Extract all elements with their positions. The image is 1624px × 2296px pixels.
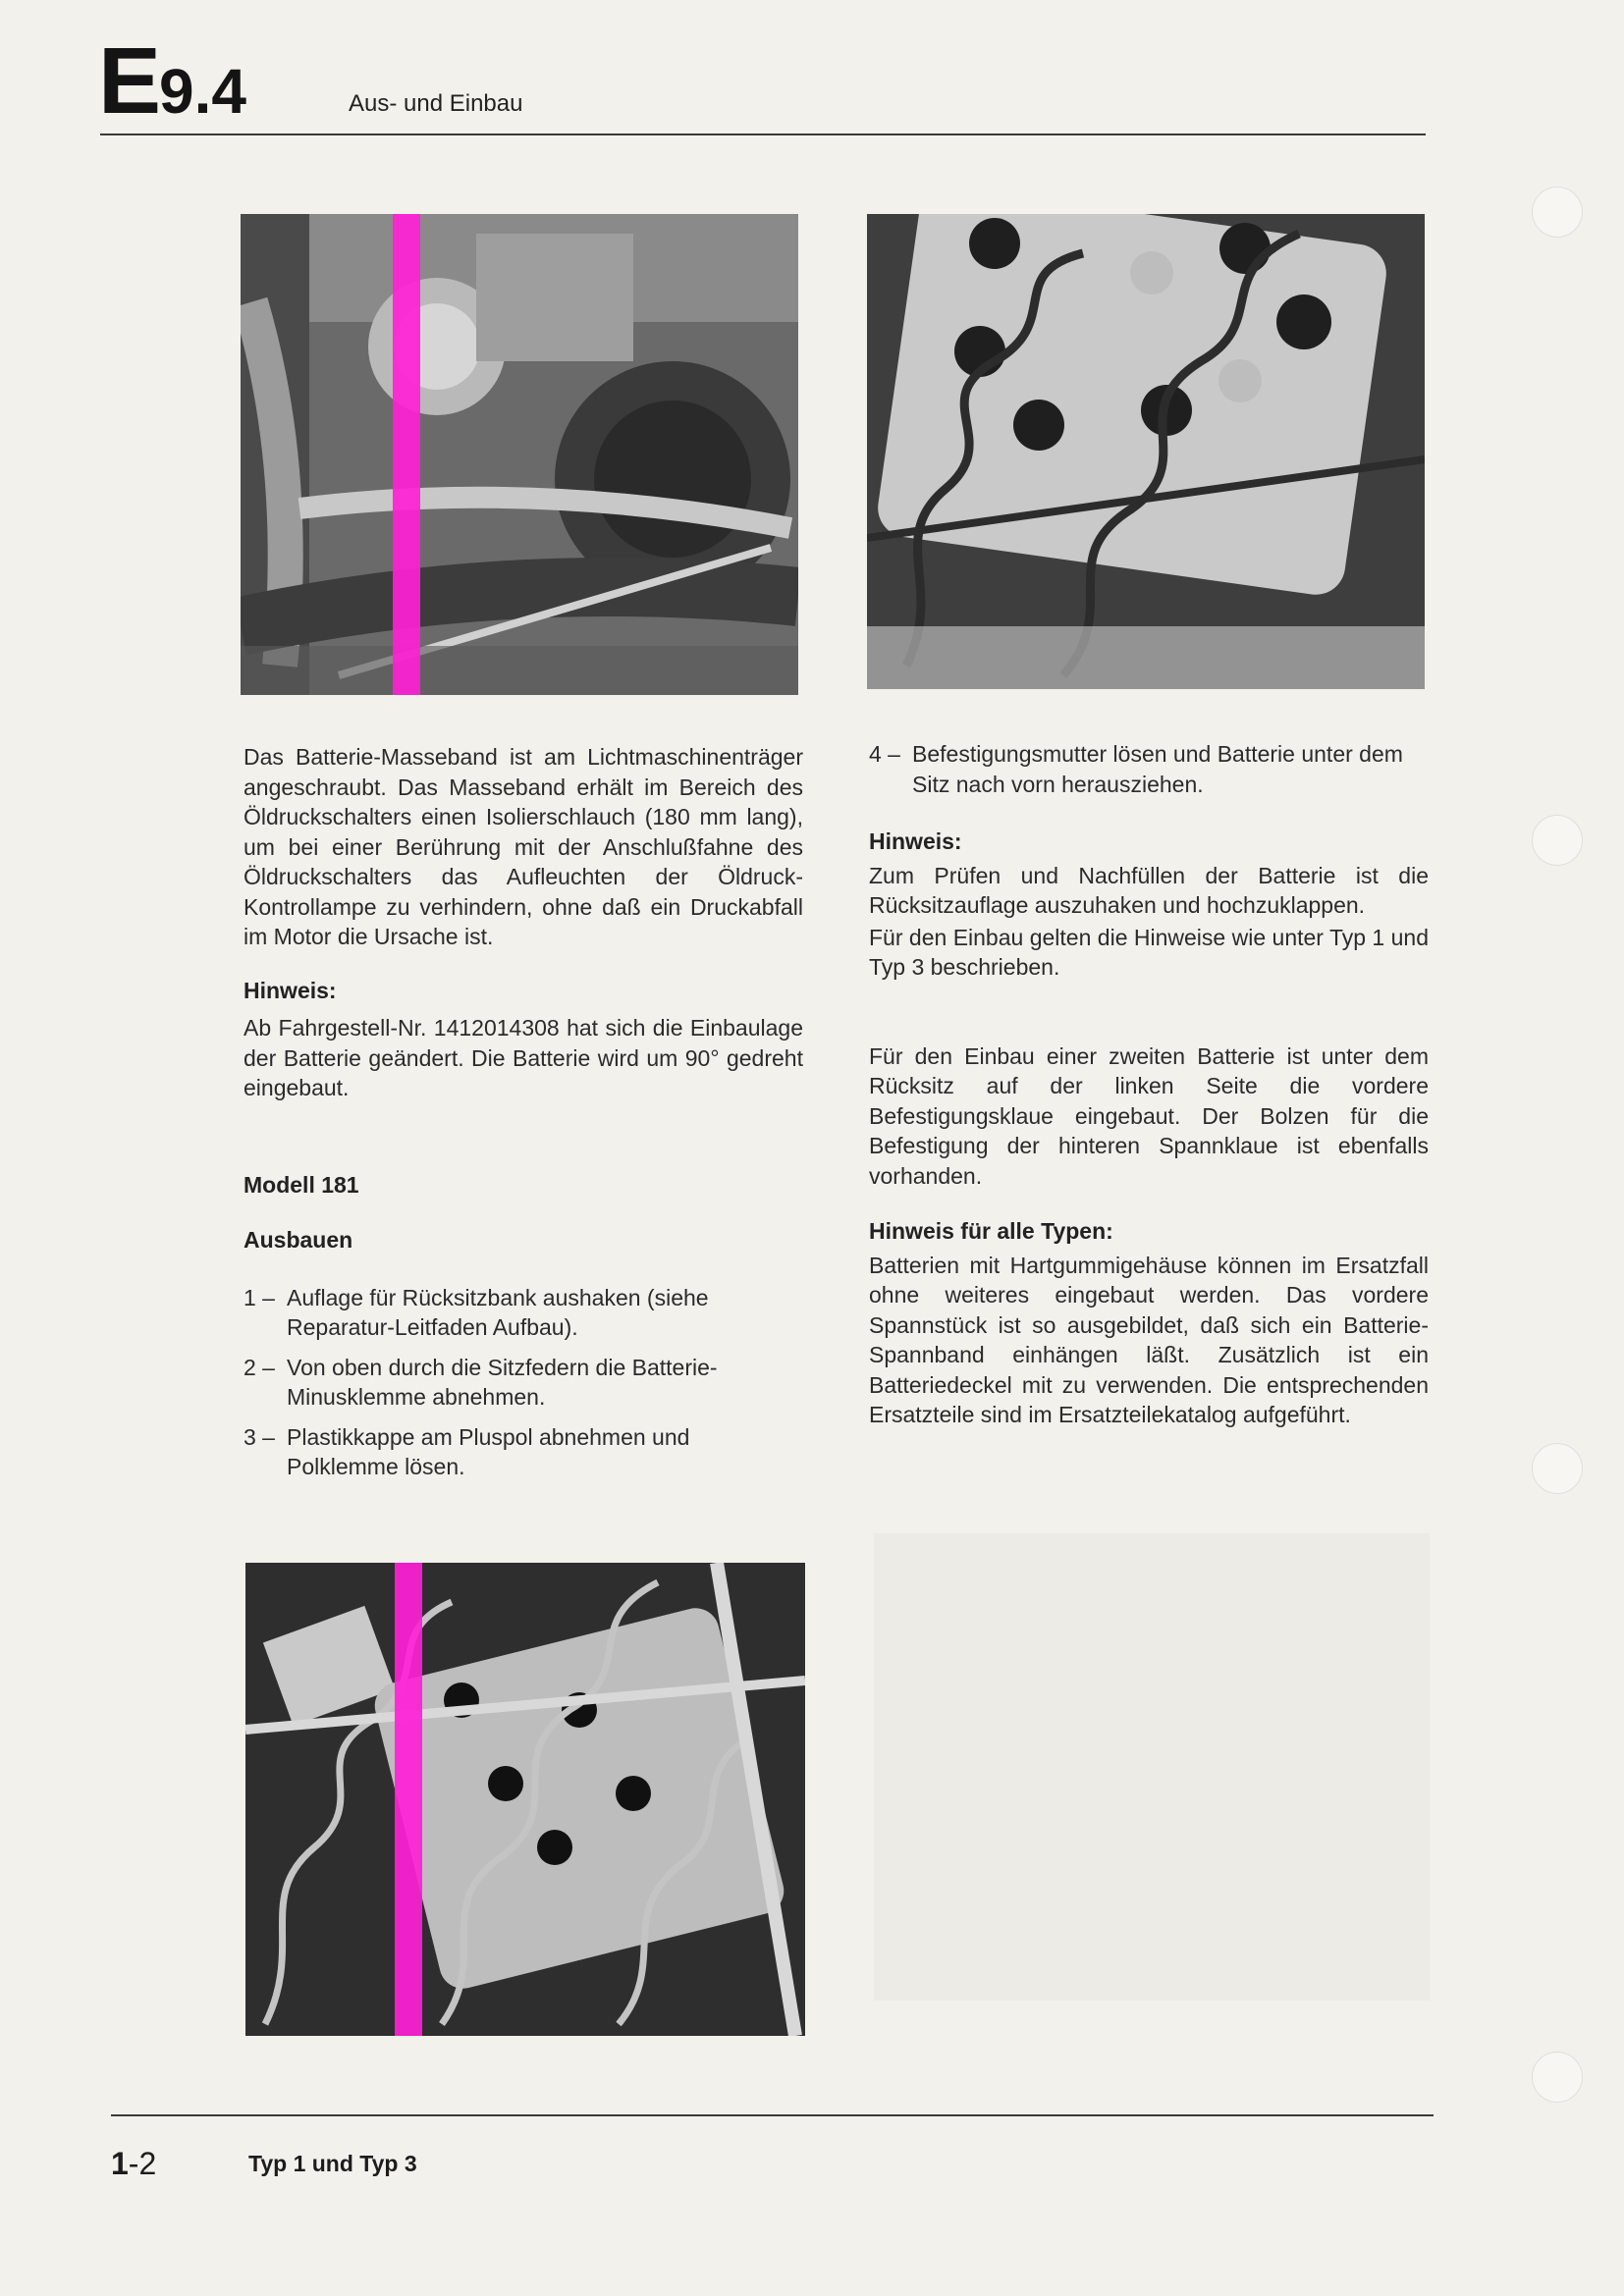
section-letter: E: [98, 28, 160, 133]
scan-artifact: [393, 214, 420, 695]
step-number: 2 –: [244, 1354, 275, 1380]
right-column: [869, 739, 1429, 1430]
step-text: Von oben durch die Sitzfedern die Batterie-Minusklemme abnehmen.: [287, 1354, 718, 1410]
battery-photo-bottom: [245, 1563, 805, 2036]
page-number: [111, 2146, 156, 2182]
punch-hole: [1532, 815, 1583, 866]
header-rule: [100, 133, 1426, 135]
section-code: [98, 27, 246, 135]
section-title: Aus- und Einbau: [349, 90, 523, 117]
footer-rule: [111, 2114, 1434, 2116]
step-2: [244, 1353, 803, 1413]
footer-label: Typ 1 und Typ 3: [248, 2151, 417, 2176]
blank-image-area: [874, 1533, 1430, 2001]
engine-photo: [241, 214, 798, 695]
removal-heading: Ausbauen: [244, 1227, 353, 1253]
all-types-heading: Hinweis für alle Typen:: [869, 1218, 1113, 1244]
model-heading: Modell 181: [244, 1171, 359, 1198]
step-4: [869, 739, 1429, 799]
hint-text-left: Ab Fahrgestell-Nr. 1412014308 hat sich die Einbaulage der Batterie geändert. Die Batterie wird um 90° gedreht eingebaut.: [244, 1015, 803, 1100]
scan-artifact: [395, 1563, 422, 2036]
section-number: 9.4: [159, 56, 246, 127]
step-text: Plastikkappe am Pluspol abnehmen und Polklemme lösen.: [287, 1423, 690, 1479]
masseband-paragraph: Das Batterie-Masseband ist am Lichtmaschinenträger angeschraubt. Das Masseband erhält im Bereich des Öldruckschalters einen Isolierschlauch (180 mm lang), um bei einer Berührung mit der Anschlußfahne des Öldruckschalters das Aufleuchten der Öldruck-Kontrollampe zu verhindern, ohne daß ein Druckabfall im Motor die Ursache ist.: [244, 744, 803, 949]
punch-hole: [1532, 187, 1583, 238]
second-battery-paragraph: Für den Einbau einer zweiten Batterie ist unter dem Rücksitz auf der linken Seite die vordere Befestigungsklaue eingebaut. Der Bolzen für die Befestigung der hinteren Spannklaue ist ebenfalls vorhanden.: [869, 1042, 1429, 1189]
hint-heading-left: Hinweis:: [244, 977, 337, 1003]
hint-heading-right: Hinweis:: [869, 828, 962, 854]
punch-hole: [1532, 1443, 1583, 1494]
step-3: [244, 1422, 803, 1482]
step-text: Auflage für Rücksitzbank aushaken (siehe Reparatur-Leitfaden Aufbau).: [287, 1284, 709, 1340]
page-index: 2: [138, 2146, 157, 2181]
hint-text-right-2: Für den Einbau gelten die Hinweise wie unter Typ 1 und Typ 3 beschrieben.: [869, 924, 1429, 980]
page-separator: -: [128, 2146, 139, 2181]
hint-text-right-1: Zum Prüfen und Nachfüllen der Batterie ist die Rücksitzauflage auszuhaken und hochzuklappen.: [869, 862, 1429, 918]
step-text: Befestigungsmutter lösen und Batterie unter dem Sitz nach vorn herausziehen.: [912, 741, 1403, 797]
all-types-text: Batterien mit Hartgummigehäuse können im Ersatzfall ohne weiteres eingebaut werden. Das vordere Spannstück ist so ausgebildet, daß sich ein Batterie-Spannband einhängen läßt. Zusätzlich ist ein Batteriedeckel mit zu verwenden. Die entsprechenden Ersatzteile sind im Ersatzteilekatalog aufgeführt.: [869, 1252, 1429, 1427]
punch-hole: [1532, 2052, 1583, 2103]
step-number: 1 –: [244, 1284, 275, 1310]
step-number: 3 –: [244, 1423, 275, 1450]
page-chapter: 1: [111, 2146, 129, 2181]
step-number: 4 –: [869, 741, 900, 767]
left-column: [244, 742, 803, 1482]
battery-photo-top: [867, 214, 1425, 689]
step-1: [244, 1283, 803, 1343]
